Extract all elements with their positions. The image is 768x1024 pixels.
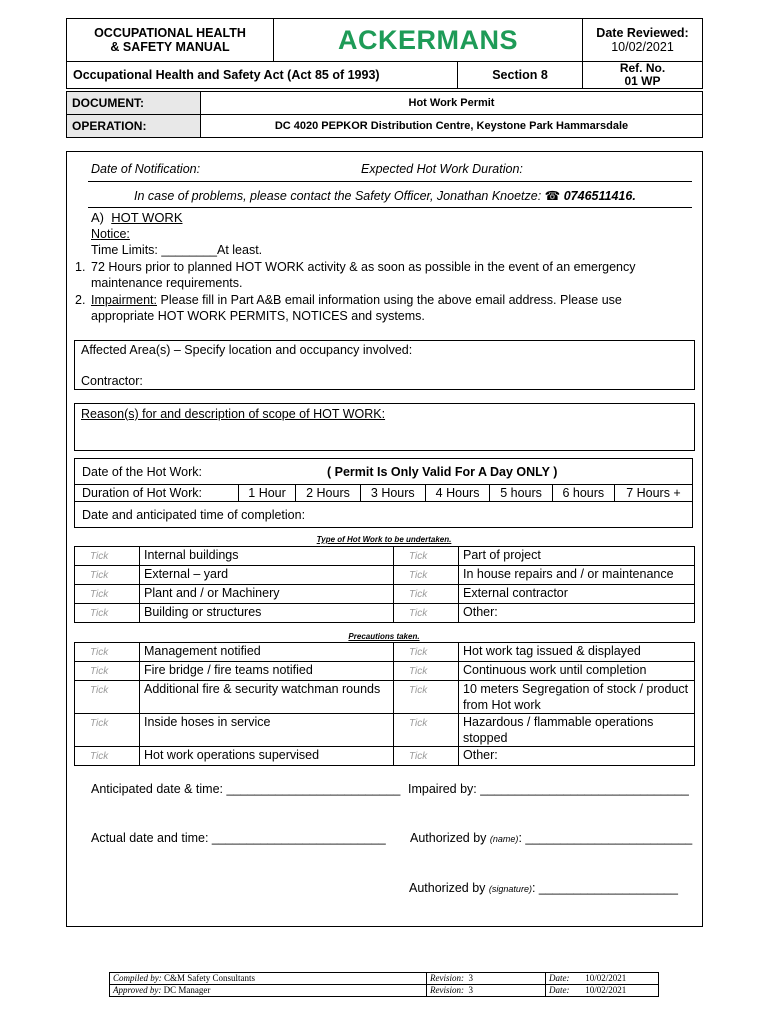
section-number: Section 8 <box>492 68 548 82</box>
tick-box[interactable]: Tick <box>409 751 428 762</box>
anticipated-date-field[interactable]: Anticipated date & time: _________________________ <box>91 782 401 796</box>
item-1-line-1: 72 Hours prior to planned HOT WORK activity & as soon as possible in the event of an emergency <box>91 260 636 274</box>
duration-option-2[interactable]: 2 Hours <box>296 485 361 502</box>
tick-box[interactable]: Tick <box>409 570 428 581</box>
precaution-option: Inside hoses in service <box>140 714 394 747</box>
table-row <box>75 747 695 766</box>
divider <box>88 181 692 182</box>
expected-duration-field[interactable]: Expected Hot Work Duration: <box>361 162 523 176</box>
document-value-cell <box>200 91 703 115</box>
ackermans-logo: ACKERMANS <box>338 24 518 55</box>
tick-box[interactable]: Tick <box>90 551 109 562</box>
date-value: 10/02/2021 <box>585 985 627 995</box>
type-option: External contractor <box>459 585 695 604</box>
affected-area-label: Affected Area(s) – Specify location and occupancy involved: <box>81 343 413 357</box>
table-row <box>75 547 695 566</box>
precaution-option: 10 meters Segregation of stock / product from Hot work <box>459 681 695 714</box>
revision-label: Revision: <box>430 985 464 995</box>
table-row <box>75 714 695 747</box>
duration-option-1[interactable]: 1 Hour <box>239 485 296 502</box>
phone-icon: ☎ <box>544 189 561 203</box>
contact-text: In case of problems, please contact the Safety Officer, Jonathan Knoetze: <box>134 189 542 203</box>
approved-by-value: DC Manager <box>163 985 211 995</box>
impairment-text: Please fill in Part A&B email information using the above email address. Please use <box>160 293 622 307</box>
type-option: Plant and / or Machinery <box>140 585 394 604</box>
tick-box[interactable]: Tick <box>90 751 109 762</box>
precaution-option: Hot work operations supervised <box>140 747 394 766</box>
footer-table <box>109 972 659 997</box>
reason-label: Reason(s) for and description of scope of HOT WORK: <box>81 407 386 421</box>
type-option: Part of project <box>459 547 695 566</box>
tick-box[interactable]: Tick <box>90 589 109 600</box>
footer-row <box>110 985 659 997</box>
type-option: In house repairs and / or maintenance <box>459 566 695 585</box>
precaution-option: Hazardous / flammable operations stopped <box>459 714 695 747</box>
authorized-name-prefix: Authorized by <box>410 831 487 845</box>
logo-cell <box>273 18 583 62</box>
item-2-number: 2. <box>75 293 86 307</box>
precaution-option: Management notified <box>140 643 394 662</box>
tick-box[interactable]: Tick <box>409 589 428 600</box>
tick-box[interactable]: Tick <box>90 608 109 619</box>
section-a-heading <box>91 210 183 226</box>
duration-option-6[interactable]: 6 hours <box>552 485 614 502</box>
tick-box[interactable]: Tick <box>409 608 428 619</box>
authorized-name-line: : ________________________ <box>518 831 693 845</box>
actual-date-field[interactable]: Actual date and time: _________________________ <box>91 831 386 845</box>
precautions-table <box>74 642 695 766</box>
date-of-hot-work-label[interactable]: Date of the Hot Work: <box>82 465 202 479</box>
item-1-line-2: maintenance requirements. <box>91 276 243 290</box>
tick-box[interactable]: Tick <box>90 666 109 677</box>
manual-title-line2: & SAFETY MANUAL <box>110 40 230 54</box>
authorized-name-hint: (name) <box>489 834 519 844</box>
document-value: Hot Work Permit <box>408 97 495 109</box>
authorized-sig-line: : ____________________ <box>531 881 678 895</box>
impairment-label: Impairment: <box>91 293 157 307</box>
act-title-cell <box>66 61 458 89</box>
act-title: Occupational Health and Safety Act (Act 85 of 1993) <box>73 68 380 82</box>
precautions-caption: Precautions taken. <box>348 632 420 641</box>
table-row <box>75 604 695 623</box>
type-of-hot-work-table <box>74 546 695 623</box>
section-a-prefix: A) <box>91 210 104 225</box>
authorized-name-field[interactable] <box>410 830 692 847</box>
manual-title-cell <box>66 18 274 62</box>
type-option: Other: <box>459 604 695 623</box>
footer-row <box>110 973 659 985</box>
table-row <box>75 566 695 585</box>
date-label: Date: <box>549 973 570 983</box>
date-reviewed-cell <box>582 18 703 62</box>
date-reviewed-label: Date Reviewed: <box>596 26 689 40</box>
notice-label: Notice: <box>91 227 130 241</box>
type-option: Internal buildings <box>140 547 394 566</box>
duration-option-4[interactable]: 4 Hours <box>425 485 490 502</box>
tick-box[interactable]: Tick <box>409 718 428 729</box>
item-2-line-2: appropriate HOT WORK PERMITS, NOTICES and systems. <box>91 309 425 323</box>
operation-value: DC 4020 PEPKOR Distribution Centre, Keystone Park Hammarsdale <box>274 120 629 132</box>
manual-title-line1: OCCUPATIONAL HEALTH <box>94 26 246 40</box>
divider <box>88 207 692 208</box>
authorized-signature-field[interactable] <box>409 880 678 897</box>
table-row <box>75 585 695 604</box>
completion-label[interactable]: Date and anticipated time of completion: <box>82 508 306 522</box>
revision-value: 3 <box>468 973 473 983</box>
tick-box[interactable]: Tick <box>409 685 428 696</box>
type-option: External – yard <box>140 566 394 585</box>
duration-option-5[interactable]: 5 hours <box>490 485 552 502</box>
authorized-sig-hint: (signature) <box>488 884 532 894</box>
item-2-line-1 <box>91 292 622 308</box>
date-duration-box <box>74 458 693 528</box>
operation-label-cell <box>66 114 201 138</box>
duration-option-3[interactable]: 3 Hours <box>360 485 425 502</box>
document-label-cell <box>66 91 201 115</box>
tick-box[interactable]: Tick <box>90 647 109 658</box>
authorized-sig-prefix: Authorized by <box>409 881 486 895</box>
section-cell <box>457 61 583 89</box>
operation-value-cell <box>200 114 703 138</box>
precaution-option: Continuous work until completion <box>459 662 695 681</box>
phone-number: 0746511416. <box>563 189 636 203</box>
date-reviewed-value: 10/02/2021 <box>611 40 674 54</box>
item-1-number: 1. <box>75 260 86 274</box>
time-limits: Time Limits: ________At least. <box>91 243 263 257</box>
document-label: DOCUMENT: <box>72 96 144 110</box>
contact-line <box>134 188 636 204</box>
tick-box[interactable]: Tick <box>409 647 428 658</box>
precaution-option: Fire bridge / fire teams notified <box>140 662 394 681</box>
type-table-caption: Type of Hot Work to be undertaken. <box>316 535 452 544</box>
reason-box[interactable] <box>74 403 695 451</box>
type-option: Building or structures <box>140 604 394 623</box>
table-row <box>75 662 695 681</box>
approved-by-label: Approved by: <box>113 985 162 995</box>
ref-cell <box>582 61 703 89</box>
revision-label: Revision: <box>430 973 464 983</box>
precaution-option: Hot work tag issued & displayed <box>459 643 695 662</box>
date-of-notification-field[interactable]: Date of Notification: <box>91 162 201 176</box>
table-row <box>75 643 695 662</box>
tick-box[interactable]: Tick <box>90 718 109 729</box>
duration-label: Duration of Hot Work: <box>75 485 239 502</box>
contractor-label: Contractor: <box>81 374 143 388</box>
tick-box[interactable]: Tick <box>90 570 109 581</box>
impaired-by-field[interactable]: Impaired by: ______________________________ <box>408 782 689 796</box>
tick-box[interactable]: Tick <box>409 551 428 562</box>
revision-value: 3 <box>468 985 473 995</box>
permit-valid-note: ( Permit Is Only Valid For A Day ONLY ) <box>327 465 558 479</box>
affected-area-box[interactable] <box>74 340 695 390</box>
ref-value: 01 WP <box>624 74 661 88</box>
table-row <box>75 681 695 714</box>
date-value: 10/02/2021 <box>585 973 627 983</box>
precaution-option: Other: <box>459 747 695 766</box>
duration-row <box>74 484 693 502</box>
compiled-by-label: Compiled by: <box>113 973 162 983</box>
tick-box[interactable]: Tick <box>409 666 428 677</box>
ref-label: Ref. No. <box>619 61 666 75</box>
date-label: Date: <box>549 985 570 995</box>
section-a-title: HOT WORK <box>111 210 183 225</box>
duration-option-7[interactable]: 7 Hours + <box>614 485 692 502</box>
precaution-option: Additional fire & security watchman rounds <box>140 681 394 714</box>
operation-label: OPERATION: <box>72 119 147 133</box>
compiled-by-value: C&M Safety Consultants <box>164 973 256 983</box>
tick-box[interactable]: Tick <box>90 685 109 696</box>
